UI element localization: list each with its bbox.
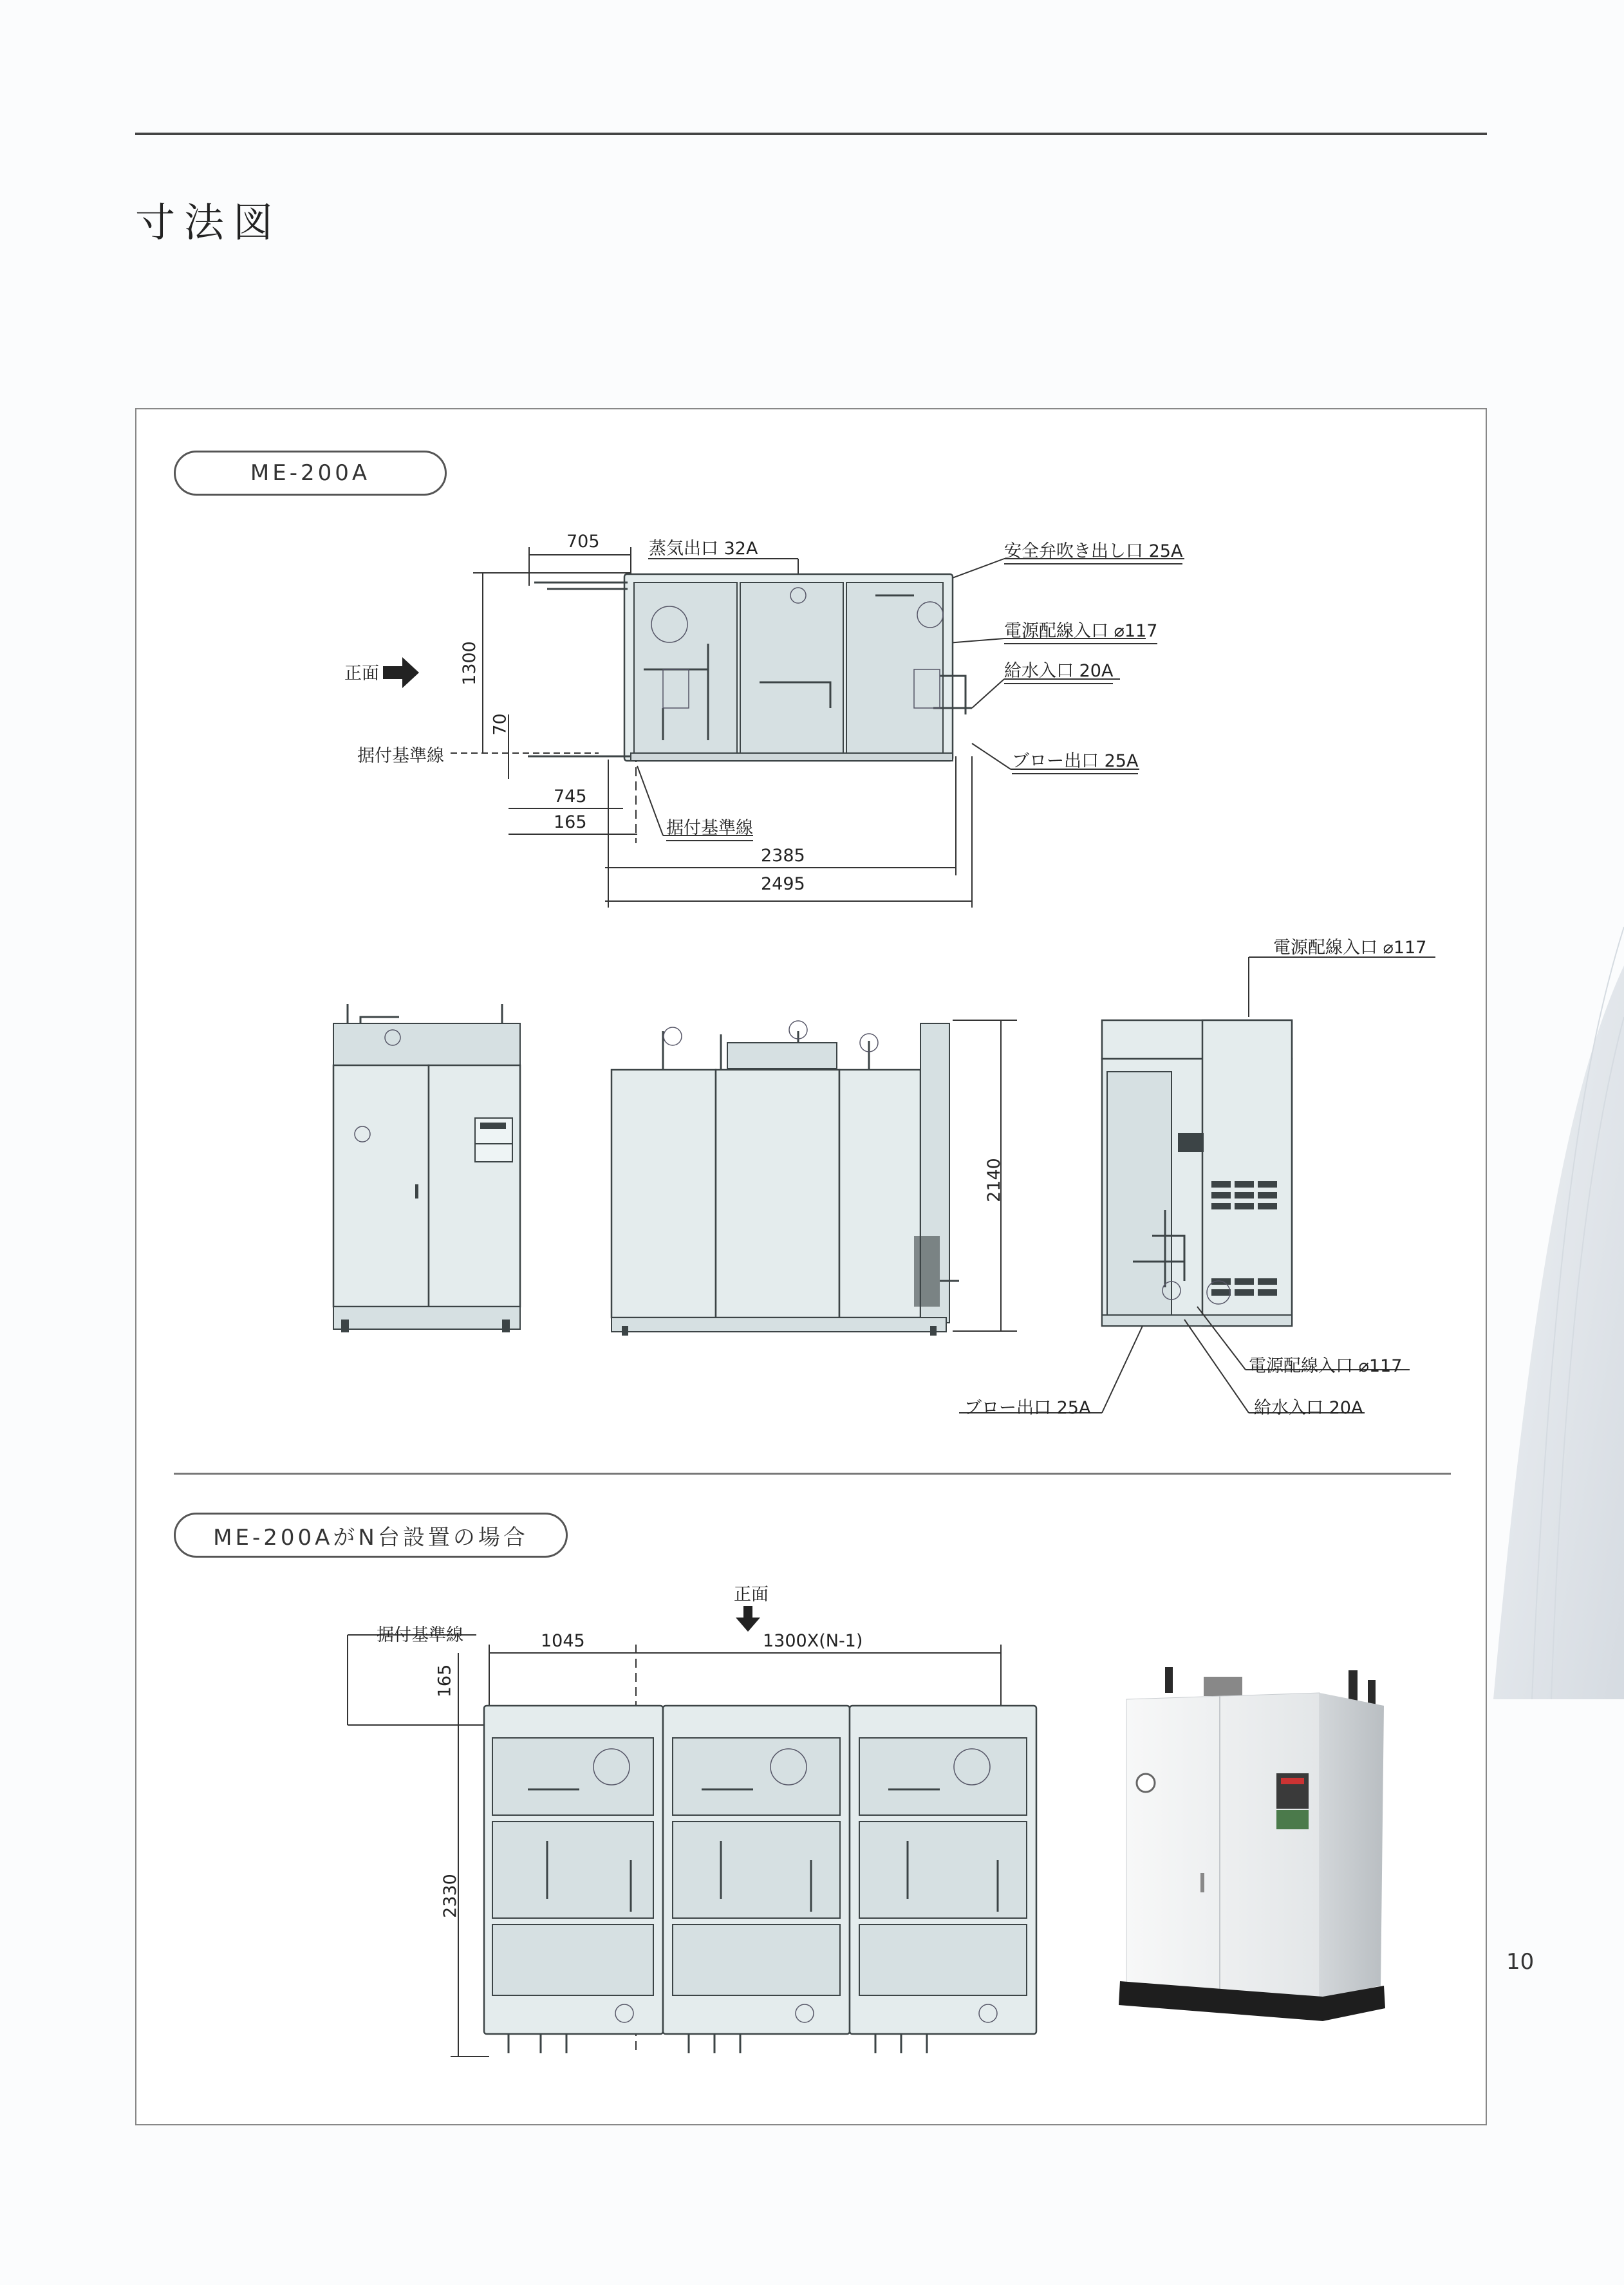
dim-165-multi: 165: [434, 1664, 455, 1698]
label-power-inlet: 電源配線入口 ⌀117: [1004, 617, 1157, 644]
page-number: 10: [1506, 1949, 1535, 1975]
label-safety-valve: 安全弁吹き出し口 25A: [1004, 537, 1182, 564]
boiler-unit-2: [663, 1706, 850, 2053]
label-power-inlet-bottom: 電源配線入口 ⌀117: [1249, 1356, 1403, 1376]
front-arrow-down-icon: [736, 1606, 760, 1632]
label-blow-outlet-rear: ブロー出口 25A: [964, 1398, 1091, 1418]
label-steam-outlet: 蒸気出口 32A: [649, 539, 758, 559]
dim-165: 165: [554, 812, 587, 832]
product-photo: [1107, 1661, 1390, 2034]
label-front: 正面: [344, 664, 379, 684]
boiler-unit-1: [484, 1706, 663, 2053]
dim-1300n: 1300X(N-1): [763, 1631, 863, 1651]
dim-2330: 2330: [440, 1874, 460, 1918]
section1-title: ME-200A: [174, 451, 447, 496]
label-baseline-left: 据付基準線: [357, 746, 444, 766]
page-title: 寸法図: [135, 199, 283, 246]
label-power-inlet-top: 電源配線入口 ⌀117: [1273, 938, 1427, 958]
label-water-inlet: 給水入口 20A: [1004, 657, 1113, 684]
dim-2495: 2495: [761, 874, 805, 894]
section2-title: ME-200AがN台設置の場合: [174, 1513, 568, 1558]
label-blow-outlet: ブロー出口 25A: [1012, 747, 1138, 774]
dim-745: 745: [554, 787, 587, 807]
dim-705: 705: [566, 532, 600, 552]
dim-1300: 1300: [459, 641, 480, 686]
label-baseline-multi: 据付基準線: [377, 1625, 463, 1645]
dim-2385: 2385: [761, 846, 805, 866]
boiler-unit-3: [850, 1706, 1036, 2053]
dim-1045: 1045: [541, 1631, 585, 1651]
label-water-inlet-rear: 給水入口 20A: [1254, 1398, 1363, 1418]
dim-2140: 2140: [984, 1158, 1004, 1202]
label-front-multi: 正面: [734, 1585, 769, 1605]
label-baseline-bottom: 据付基準線: [666, 814, 753, 841]
dim-70: 70: [490, 713, 510, 736]
